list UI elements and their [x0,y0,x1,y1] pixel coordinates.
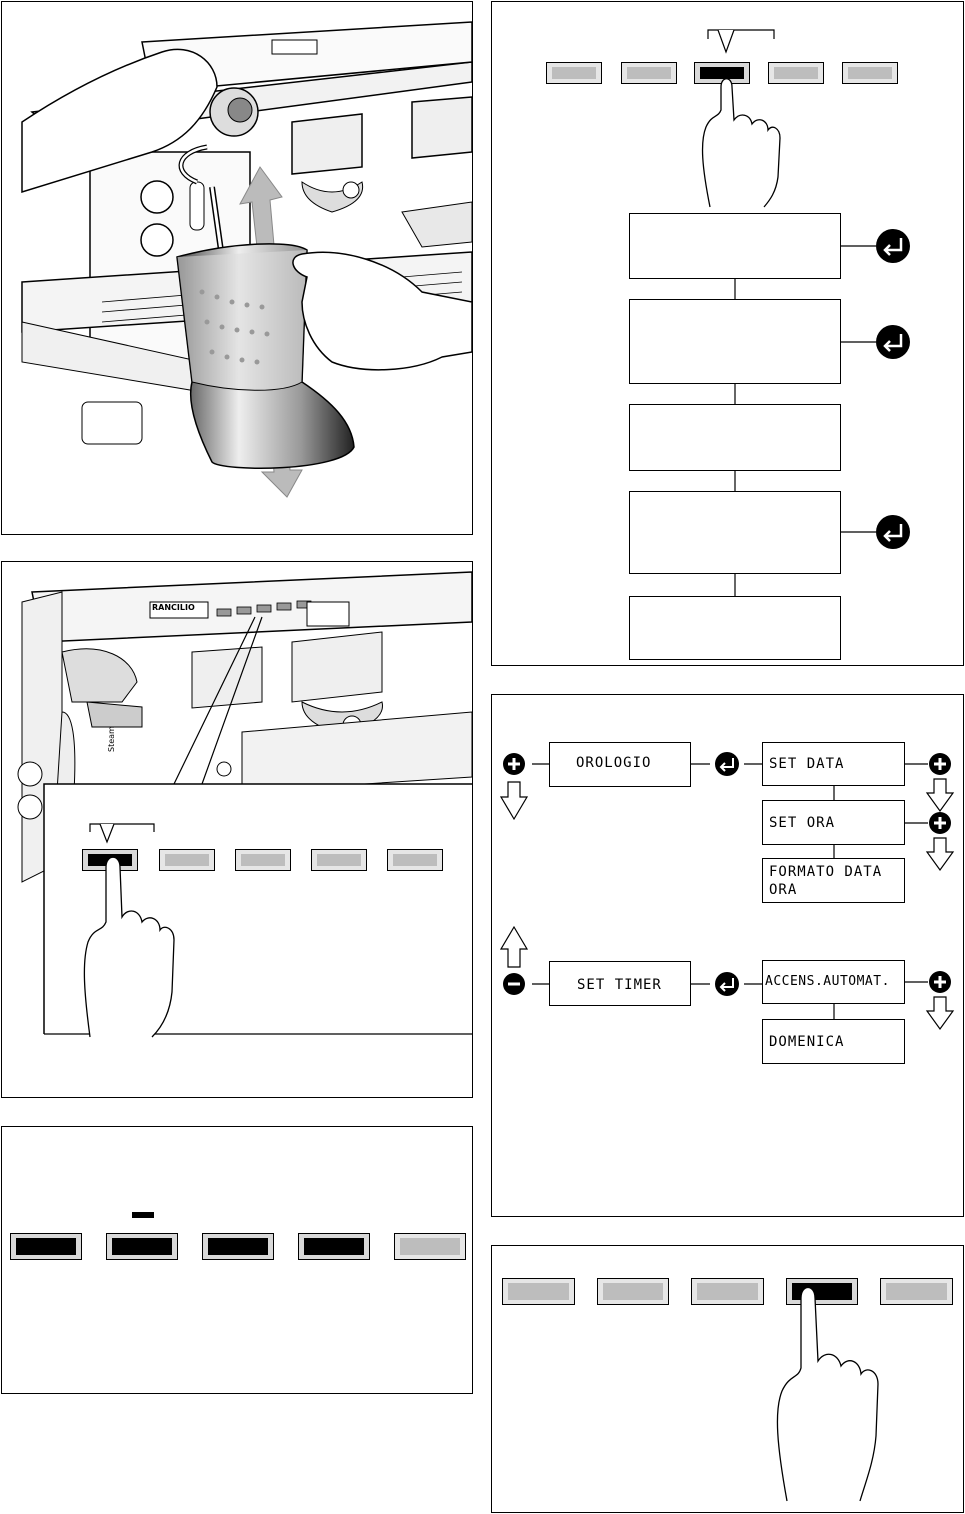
enter-icon[interactable] [492,2,964,666]
panel-display-flow [491,1,964,666]
submenu-label-accens-automat: ACCENS.AUTOMAT. [765,974,890,989]
status-key-1[interactable] [10,1233,82,1260]
panel-menu-diagram [491,694,964,1217]
blink-indicator [132,1212,154,1218]
steam-wand-illustration [2,2,473,535]
submenu-label-set-ora: SET ORA [769,815,836,831]
submenu-label-domenica: DOMENICA [769,1034,845,1050]
submenu-label-set-data: SET DATA [769,756,845,772]
panel-key-row-status [1,1126,473,1394]
submenu-label-formato-data-ora: FORMATO DATA ORA [769,864,883,898]
steam-label: Steam [107,726,116,752]
menu-label-set-timer: SET TIMER [577,977,662,993]
status-key-2[interactable] [106,1233,178,1260]
status-key-3[interactable] [202,1233,274,1260]
status-key-4[interactable] [298,1233,370,1260]
panel-control-closeup [1,561,473,1098]
panel-steam-wand-illustration [1,1,473,535]
panel-key-press [491,1245,964,1513]
menu-label-orologio: OROLOGIO [576,755,652,771]
logo-closeup: RANCILIO [152,603,195,612]
pointing-finger-icon [492,1246,964,1513]
arrow-down-icon [492,695,964,1217]
status-key-5[interactable] [394,1233,466,1260]
pointing-finger-icon [2,562,473,1098]
